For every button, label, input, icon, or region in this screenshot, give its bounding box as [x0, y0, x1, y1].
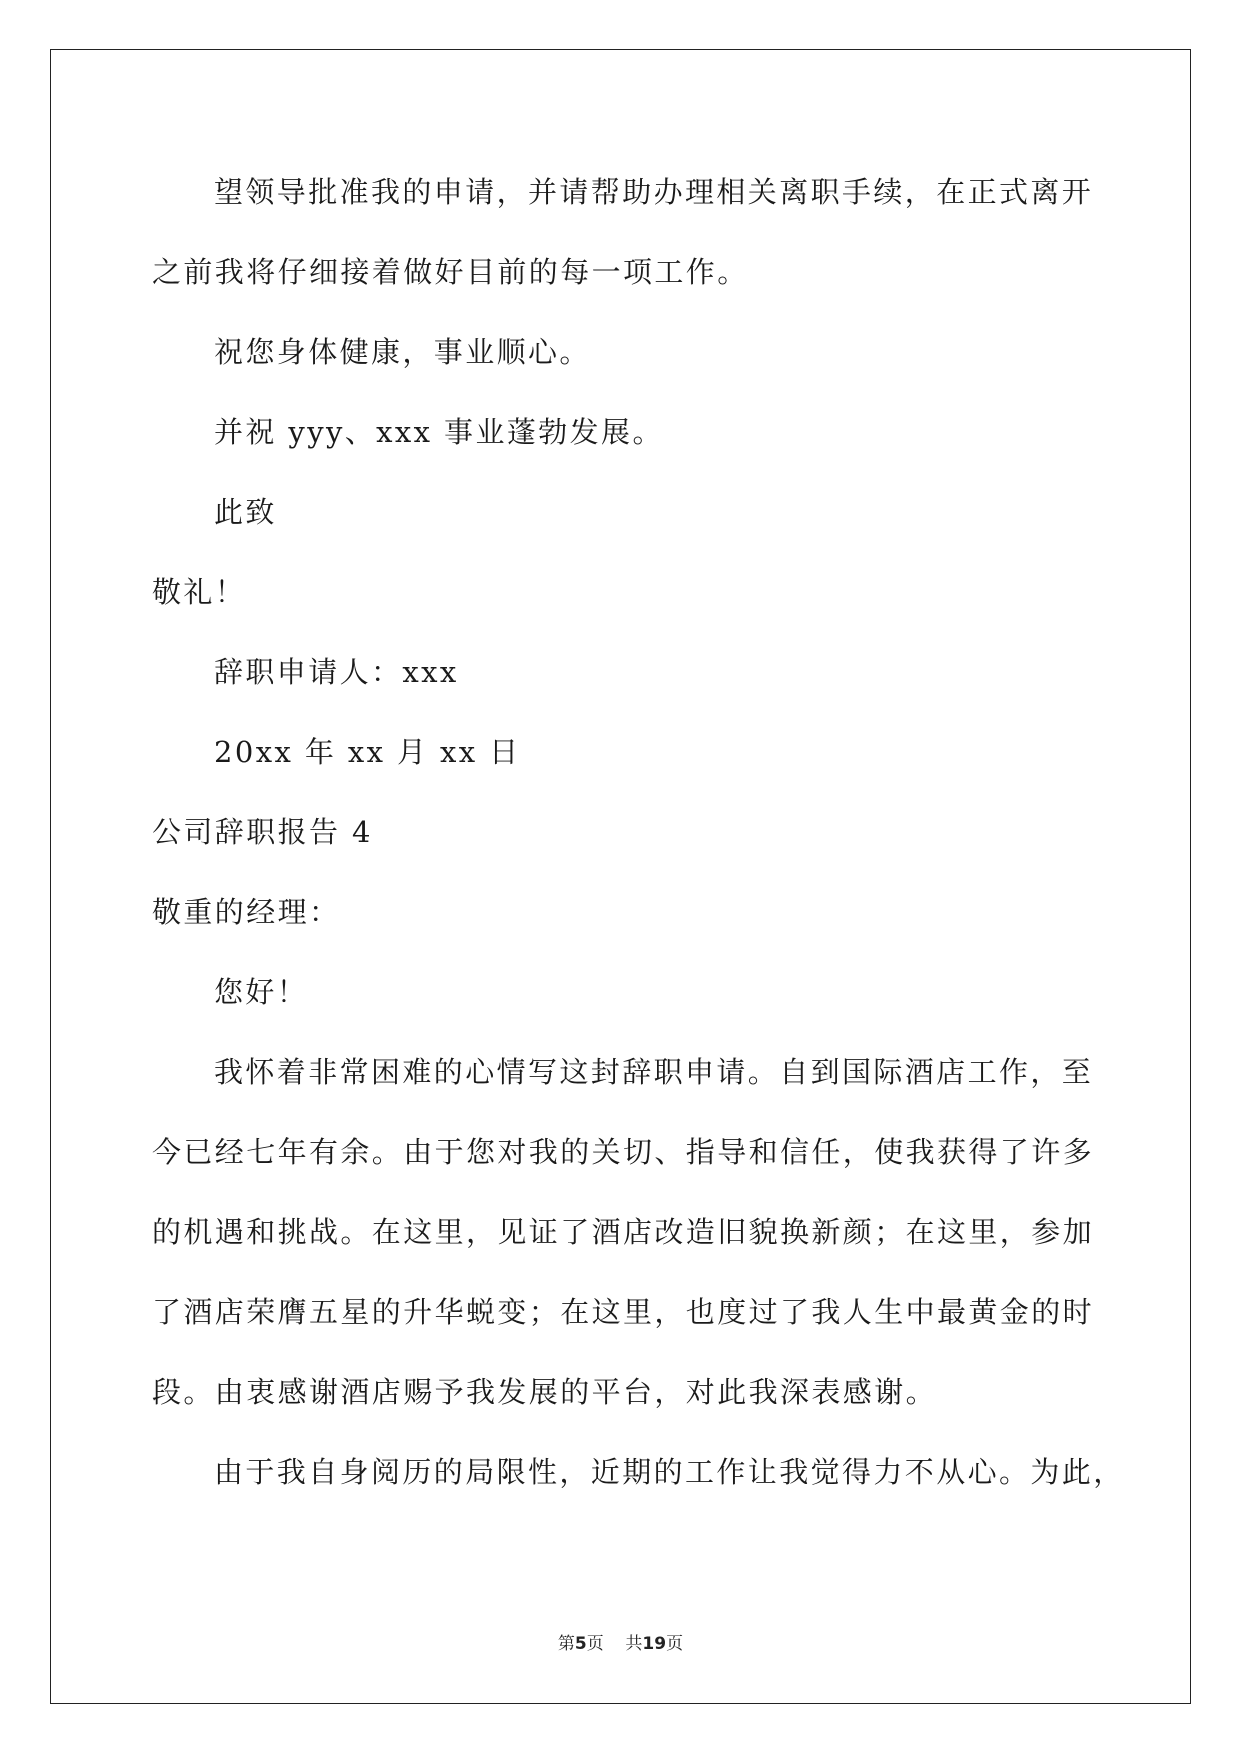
paragraph-1-line-3: 的机遇和挑战。在这里，见证了酒店改造旧貌换新颜；在这里，参加: [152, 1215, 1095, 1249]
paragraph-1-line-4: 了酒店荣膺五星的升华蜕变；在这里，也度过了我人生中最黄金的时: [152, 1295, 1095, 1329]
footer-total-prefix: 共: [625, 1634, 643, 1654]
current-page-number: 5: [574, 1634, 587, 1654]
footer-page-word: 页: [586, 1634, 604, 1654]
section-title: 公司辞职报告 4: [152, 815, 373, 849]
closing-salutation: 此致: [214, 495, 277, 529]
applicant-signature: 辞职申请人：xxx: [214, 655, 459, 689]
footer-prefix: 第: [557, 1634, 575, 1654]
letter-addressee: 敬重的经理：: [152, 895, 341, 929]
footer-total-suffix: 页: [666, 1634, 684, 1654]
paragraph-1-line-1: 我怀着非常困难的心情写这封辞职申请。自到国际酒店工作，至: [214, 1055, 1094, 1089]
body-line-2: 之前我将仔细接着做好目前的每一项工作。: [152, 255, 749, 289]
paragraph-2-line-1: 由于我自身阅历的局限性，近期的工作让我觉得力不从心。为此，: [214, 1455, 1125, 1489]
closing-regards: 敬礼！: [152, 575, 247, 609]
total-pages-number: 19: [642, 1634, 667, 1654]
letter-date: 20xx 年 xx 月 xx 日: [214, 735, 521, 769]
greeting-line: 您好！: [214, 975, 309, 1009]
company-wishes-line: 并祝 yyy、xxx 事业蓬勃发展。: [214, 415, 664, 449]
page-footer: [0, 1633, 1241, 1655]
body-line-1: 望领导批准我的申请，并请帮助办理相关离职手续，在正式离开: [214, 175, 1094, 209]
paragraph-1-line-5: 段。由衷感谢酒店赐予我发展的平台，对此我深表感谢。: [152, 1375, 938, 1409]
wishes-line: 祝您身体健康，事业顺心。: [214, 335, 591, 369]
paragraph-1-line-2: 今已经七年有余。由于您对我的关切、指导和信任，使我获得了许多: [152, 1135, 1095, 1169]
